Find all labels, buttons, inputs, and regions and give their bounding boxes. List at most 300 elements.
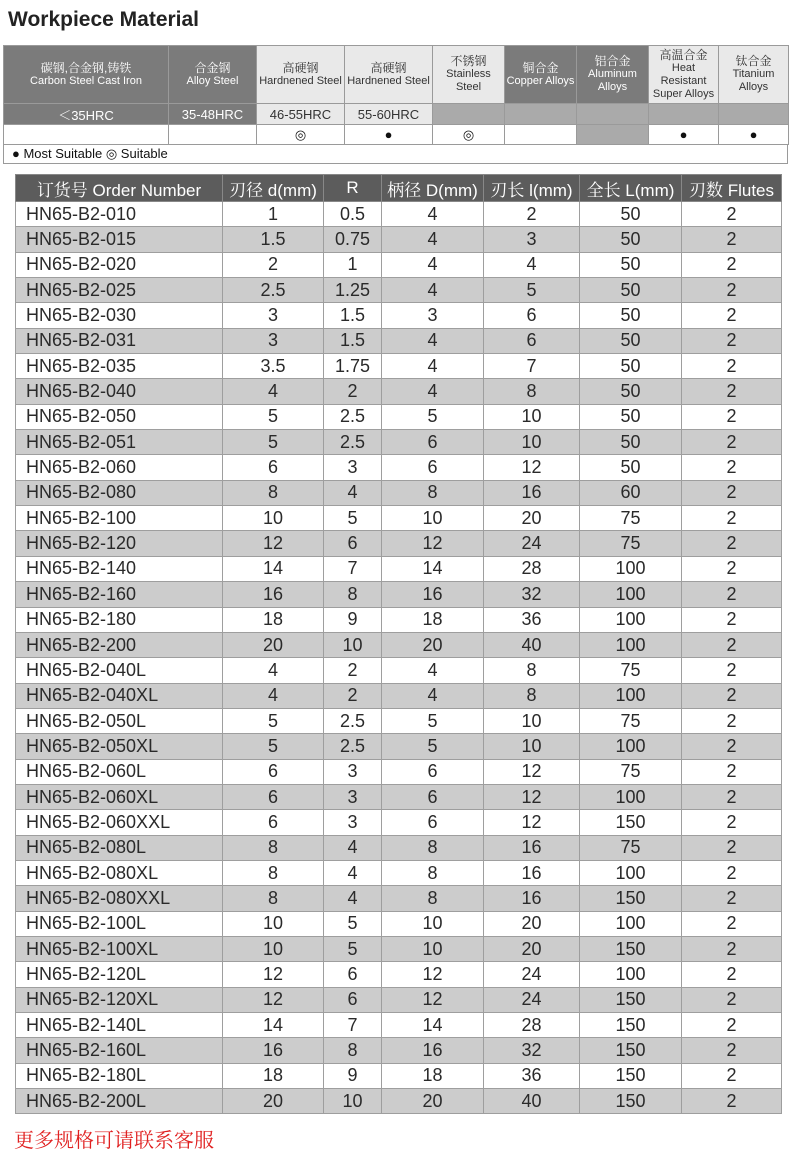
table-header-row: [16, 175, 782, 202]
spec-cell: 32: [484, 1038, 580, 1063]
spec-cell: 4: [324, 886, 382, 911]
spec-cell: 4: [382, 328, 484, 353]
suitability-cell: ●: [345, 125, 433, 145]
spec-cell: 100: [580, 582, 682, 607]
spec-cell: 2: [324, 379, 382, 404]
table-row: [16, 835, 782, 860]
spec-cell: 2.5: [223, 278, 324, 303]
spec-cell: 5: [324, 936, 382, 961]
spec-cell: 20: [382, 632, 484, 657]
spec-cell: 2: [682, 1038, 782, 1063]
spec-cell: 4: [382, 379, 484, 404]
spec-cell: 2: [682, 430, 782, 455]
suitability-cell: ●: [649, 125, 719, 145]
spec-cell: 4: [382, 227, 484, 252]
order-number-cell: HN65-B2-080L: [16, 835, 223, 860]
order-number-cell: HN65-B2-060XXL: [16, 810, 223, 835]
spec-cell: 6: [484, 303, 580, 328]
order-number-cell: HN65-B2-050L: [16, 708, 223, 733]
spec-cell: 10: [484, 734, 580, 759]
spec-cell: 2.5: [324, 734, 382, 759]
spec-cell: 8: [324, 1038, 382, 1063]
spec-cell: 6: [382, 810, 484, 835]
order-number-cell: HN65-B2-010: [16, 202, 223, 227]
spec-cell: 100: [580, 683, 682, 708]
suitability-cell: [505, 125, 577, 145]
spec-cell: 6: [223, 810, 324, 835]
spec-cell: 36: [484, 1063, 580, 1088]
spec-cell: 2: [682, 354, 782, 379]
column-header: 刃数 Flutes: [682, 175, 782, 202]
spec-cell: 75: [580, 835, 682, 860]
spec-cell: 6: [484, 328, 580, 353]
spec-cell: 50: [580, 278, 682, 303]
suitability-cell: ●: [719, 125, 789, 145]
table-row: [16, 455, 782, 480]
order-number-cell: HN65-B2-200L: [16, 1089, 223, 1114]
spec-cell: 150: [580, 1089, 682, 1114]
spec-cell: 1.25: [324, 278, 382, 303]
order-number-cell: HN65-B2-060: [16, 455, 223, 480]
spec-cell: 2: [682, 810, 782, 835]
spec-cell: 18: [223, 607, 324, 632]
table-row: [16, 1089, 782, 1114]
order-number-cell: HN65-B2-100XL: [16, 936, 223, 961]
spec-cell: 75: [580, 708, 682, 733]
hardness-cell: [649, 104, 719, 125]
spec-cell: 8: [223, 835, 324, 860]
spec-cell: 2: [324, 683, 382, 708]
order-number-cell: HN65-B2-025: [16, 278, 223, 303]
table-row: [16, 734, 782, 759]
order-number-cell: HN65-B2-031: [16, 328, 223, 353]
spec-cell: 50: [580, 252, 682, 277]
spec-cell: 2: [682, 404, 782, 429]
spec-cell: 8: [324, 582, 382, 607]
spec-cell: 3: [324, 759, 382, 784]
spec-cell: 2: [682, 607, 782, 632]
spec-cell: 150: [580, 1063, 682, 1088]
spec-cell: 10: [324, 632, 382, 657]
spec-cell: 4: [382, 278, 484, 303]
spec-cell: 16: [484, 860, 580, 885]
spec-cell: 14: [223, 1013, 324, 1038]
order-number-cell: HN65-B2-120L: [16, 962, 223, 987]
order-number-cell: HN65-B2-160L: [16, 1038, 223, 1063]
spec-cell: 2: [682, 1089, 782, 1114]
spec-cell: 4: [382, 683, 484, 708]
spec-cell: 150: [580, 1013, 682, 1038]
spec-cell: 2: [682, 202, 782, 227]
table-row: [16, 531, 782, 556]
spec-cell: 8: [382, 886, 484, 911]
spec-cell: 3.5: [223, 354, 324, 379]
spec-cell: 5: [382, 734, 484, 759]
spec-cell: 16: [382, 582, 484, 607]
spec-cell: 28: [484, 556, 580, 581]
spec-cell: 18: [382, 607, 484, 632]
spec-cell: 16: [484, 480, 580, 505]
spec-cell: 1.5: [324, 328, 382, 353]
suitability-cell: [169, 125, 257, 145]
table-row: [16, 987, 782, 1012]
order-number-cell: HN65-B2-040: [16, 379, 223, 404]
spec-cell: 9: [324, 607, 382, 632]
spec-cell: 2: [682, 886, 782, 911]
table-row: [16, 708, 782, 733]
spec-cell: 2: [682, 531, 782, 556]
spec-cell: 3: [484, 227, 580, 252]
spec-cell: 3: [223, 328, 324, 353]
order-number-cell: HN65-B2-080: [16, 480, 223, 505]
material-header-carbon-steel: 碳钢,合金钢,铸铁 Carbon Steel Cast Iron: [4, 46, 169, 104]
spec-cell: 2: [682, 936, 782, 961]
order-number-cell: HN65-B2-015: [16, 227, 223, 252]
spec-cell: 20: [484, 936, 580, 961]
spec-cell: 20: [382, 1089, 484, 1114]
table-row: [16, 607, 782, 632]
order-number-cell: HN65-B2-140L: [16, 1013, 223, 1038]
column-header: 刃长 l(mm): [484, 175, 580, 202]
table-row: [16, 480, 782, 505]
spec-cell: 75: [580, 658, 682, 683]
suitability-cell: ◎: [433, 125, 505, 145]
spec-cell: 2: [484, 202, 580, 227]
table-row: [16, 683, 782, 708]
material-header-hardened-steel-2: 高硬钢 Hardnened Steel: [345, 46, 433, 104]
spec-cell: 6: [324, 987, 382, 1012]
spec-cell: 2: [682, 658, 782, 683]
spec-cell: 4: [324, 860, 382, 885]
spec-cell: 6: [382, 430, 484, 455]
spec-cell: 1: [324, 252, 382, 277]
table-row: [16, 860, 782, 885]
order-number-cell: HN65-B2-050XL: [16, 734, 223, 759]
spec-cell: 75: [580, 506, 682, 531]
spec-cell: 36: [484, 607, 580, 632]
spec-cell: 10: [223, 911, 324, 936]
spec-cell: 14: [382, 1013, 484, 1038]
spec-cell: 8: [382, 860, 484, 885]
table-row: [16, 886, 782, 911]
spec-cell: 18: [382, 1063, 484, 1088]
order-number-cell: HN65-B2-140: [16, 556, 223, 581]
spec-cell: 12: [484, 784, 580, 809]
spec-cell: 3: [324, 455, 382, 480]
spec-cell: 50: [580, 328, 682, 353]
workpiece-material-table: [3, 45, 789, 145]
order-number-cell: HN65-B2-060L: [16, 759, 223, 784]
hardness-cell: 35-48HRC: [169, 104, 257, 125]
spec-cell: 12: [484, 455, 580, 480]
spec-cell: 2: [682, 911, 782, 936]
spec-cell: 8: [223, 886, 324, 911]
spec-cell: 6: [382, 455, 484, 480]
spec-cell: 1.5: [223, 227, 324, 252]
spec-cell: 2: [682, 227, 782, 252]
spec-cell: 4: [223, 658, 324, 683]
spec-cell: 100: [580, 784, 682, 809]
spec-cell: 0.75: [324, 227, 382, 252]
table-row: [16, 759, 782, 784]
column-header: 刃径 d(mm): [223, 175, 324, 202]
spec-cell: 8: [484, 658, 580, 683]
spec-cell: 10: [484, 404, 580, 429]
spec-cell: 60: [580, 480, 682, 505]
order-number-cell: HN65-B2-100L: [16, 911, 223, 936]
order-number-cell: HN65-B2-120XL: [16, 987, 223, 1012]
spec-cell: 8: [484, 683, 580, 708]
spec-cell: 2: [682, 252, 782, 277]
spec-cell: 5: [223, 708, 324, 733]
suitability-cell: ◎: [257, 125, 345, 145]
spec-cell: 5: [324, 911, 382, 936]
order-number-cell: HN65-B2-051: [16, 430, 223, 455]
spec-cell: 5: [484, 278, 580, 303]
spec-cell: 50: [580, 379, 682, 404]
order-number-cell: HN65-B2-160: [16, 582, 223, 607]
hardness-cell: 46-55HRC: [257, 104, 345, 125]
contact-note: 更多规格可请联系客服: [14, 1130, 214, 1152]
spec-cell: 50: [580, 303, 682, 328]
spec-cell: 12: [382, 531, 484, 556]
spec-cell: 20: [223, 1089, 324, 1114]
order-number-cell: HN65-B2-080XL: [16, 860, 223, 885]
table-row: [16, 784, 782, 809]
spec-cell: 8: [382, 835, 484, 860]
spec-cell: 16: [223, 582, 324, 607]
spec-cell: 2: [682, 759, 782, 784]
spec-cell: 10: [382, 911, 484, 936]
spec-cell: 2: [682, 480, 782, 505]
spec-cell: 2: [682, 1013, 782, 1038]
spec-cell: 50: [580, 202, 682, 227]
table-row: [16, 1013, 782, 1038]
spec-cell: 16: [223, 1038, 324, 1063]
spec-cell: 7: [484, 354, 580, 379]
spec-cell: 32: [484, 582, 580, 607]
spec-cell: 12: [382, 962, 484, 987]
spec-cell: 2: [682, 734, 782, 759]
spec-cell: 5: [223, 404, 324, 429]
order-number-cell: HN65-B2-040XL: [16, 683, 223, 708]
spec-cell: 1.75: [324, 354, 382, 379]
hardness-cell: [505, 104, 577, 125]
table-row: [16, 962, 782, 987]
spec-cell: 2: [682, 506, 782, 531]
spec-cell: 10: [382, 506, 484, 531]
suitability-cell: [577, 125, 649, 145]
spec-cell: 5: [223, 734, 324, 759]
spec-cell: 2.5: [324, 404, 382, 429]
spec-cell: 16: [484, 835, 580, 860]
spec-cell: 100: [580, 734, 682, 759]
spec-cell: 2: [682, 379, 782, 404]
order-number-cell: HN65-B2-020: [16, 252, 223, 277]
spec-cell: 2: [682, 708, 782, 733]
table-row: [16, 911, 782, 936]
material-header-heat-resistant: 高温合金 Heat Resistant Super Alloys: [649, 46, 719, 104]
spec-cell: 14: [223, 556, 324, 581]
spec-cell: 10: [484, 430, 580, 455]
table-row: [16, 404, 782, 429]
spec-cell: 8: [223, 860, 324, 885]
order-number-cell: HN65-B2-030: [16, 303, 223, 328]
spec-cell: 100: [580, 911, 682, 936]
product-rows: [16, 202, 782, 1114]
spec-cell: 150: [580, 936, 682, 961]
table-row: [16, 202, 782, 227]
spec-cell: 100: [580, 962, 682, 987]
spec-cell: 5: [223, 430, 324, 455]
spec-cell: 2.5: [324, 708, 382, 733]
spec-cell: 75: [580, 759, 682, 784]
spec-cell: 6: [223, 759, 324, 784]
spec-cell: 10: [223, 936, 324, 961]
spec-cell: 10: [324, 1089, 382, 1114]
column-header: 全长 L(mm): [580, 175, 682, 202]
spec-cell: 6: [324, 531, 382, 556]
spec-cell: 2: [682, 582, 782, 607]
spec-cell: 4: [484, 252, 580, 277]
material-header-hardened-steel-1: 高硬钢 Hardnened Steel: [257, 46, 345, 104]
spec-cell: 6: [382, 759, 484, 784]
hardness-cell: ＜35HRC: [4, 104, 169, 125]
spec-cell: 4: [382, 354, 484, 379]
suitability-cell: [4, 125, 169, 145]
spec-cell: 9: [324, 1063, 382, 1088]
table-row: [16, 632, 782, 657]
spec-cell: 2: [682, 683, 782, 708]
spec-cell: 150: [580, 886, 682, 911]
table-row: [16, 328, 782, 353]
material-header-alloy-steel: 合金钢 Alloy Steel: [169, 46, 257, 104]
spec-cell: 3: [223, 303, 324, 328]
spec-cell: 150: [580, 987, 682, 1012]
spec-cell: 6: [223, 784, 324, 809]
column-header: R: [324, 175, 382, 202]
spec-cell: 6: [324, 962, 382, 987]
spec-cell: 24: [484, 531, 580, 556]
spec-cell: 20: [484, 506, 580, 531]
spec-cell: 6: [382, 784, 484, 809]
spec-cell: 1.5: [324, 303, 382, 328]
spec-cell: 10: [223, 506, 324, 531]
table-row: [16, 354, 782, 379]
hardness-cell: [719, 104, 789, 125]
spec-cell: 4: [324, 480, 382, 505]
table-row: [16, 506, 782, 531]
spec-cell: 3: [324, 810, 382, 835]
spec-cell: 2.5: [324, 430, 382, 455]
order-number-cell: HN65-B2-200: [16, 632, 223, 657]
table-row: [16, 810, 782, 835]
hardness-cell: [577, 104, 649, 125]
spec-cell: 16: [484, 886, 580, 911]
spec-cell: 2: [682, 860, 782, 885]
spec-cell: 2: [682, 784, 782, 809]
spec-cell: 150: [580, 1038, 682, 1063]
table-row: [16, 252, 782, 277]
spec-cell: 4: [382, 202, 484, 227]
spec-cell: 20: [484, 911, 580, 936]
spec-cell: 4: [223, 379, 324, 404]
spec-cell: 28: [484, 1013, 580, 1038]
table-row: [16, 936, 782, 961]
spec-cell: 1: [223, 202, 324, 227]
spec-cell: 40: [484, 1089, 580, 1114]
spec-cell: 2: [682, 835, 782, 860]
table-row: [16, 227, 782, 252]
order-number-cell: HN65-B2-050: [16, 404, 223, 429]
spec-cell: 7: [324, 1013, 382, 1038]
column-header: 订货号 Order Number: [16, 175, 223, 202]
spec-cell: 18: [223, 1063, 324, 1088]
spec-cell: 3: [324, 784, 382, 809]
spec-cell: 100: [580, 556, 682, 581]
spec-cell: 4: [382, 658, 484, 683]
spec-cell: 4: [324, 835, 382, 860]
hardness-cell: 55-60HRC: [345, 104, 433, 125]
order-number-cell: HN65-B2-040L: [16, 658, 223, 683]
spec-cell: 6: [223, 455, 324, 480]
spec-cell: 10: [382, 936, 484, 961]
spec-cell: 50: [580, 354, 682, 379]
spec-cell: 2: [682, 962, 782, 987]
table-row: [16, 658, 782, 683]
material-header-aluminum-alloys: 铝合金 Aluminum Alloys: [577, 46, 649, 104]
table-row: [16, 379, 782, 404]
material-header-titanium-alloys: 钛合金 Titanium Alloys: [719, 46, 789, 104]
spec-cell: 50: [580, 430, 682, 455]
column-header: 柄径 D(mm): [382, 175, 484, 202]
table-row: [16, 1038, 782, 1063]
spec-cell: 2: [324, 658, 382, 683]
spec-cell: 8: [484, 379, 580, 404]
spec-cell: 0.5: [324, 202, 382, 227]
spec-cell: 5: [382, 708, 484, 733]
spec-cell: 24: [484, 987, 580, 1012]
spec-cell: 150: [580, 810, 682, 835]
spec-cell: 8: [223, 480, 324, 505]
spec-cell: 12: [382, 987, 484, 1012]
product-spec-table: [15, 174, 782, 1114]
hardness-cell: [433, 104, 505, 125]
table-row: [16, 556, 782, 581]
table-row: [16, 1063, 782, 1088]
spec-cell: 5: [324, 506, 382, 531]
spec-cell: 40: [484, 632, 580, 657]
spec-cell: 4: [382, 252, 484, 277]
table-row: [16, 303, 782, 328]
spec-cell: 4: [223, 683, 324, 708]
spec-cell: 12: [223, 987, 324, 1012]
spec-cell: 2: [682, 278, 782, 303]
spec-cell: 2: [682, 455, 782, 480]
table-row: [16, 278, 782, 303]
order-number-cell: HN65-B2-180L: [16, 1063, 223, 1088]
spec-cell: 5: [382, 404, 484, 429]
spec-cell: 100: [580, 632, 682, 657]
spec-cell: 20: [223, 632, 324, 657]
spec-cell: 7: [324, 556, 382, 581]
spec-cell: 50: [580, 455, 682, 480]
spec-cell: 2: [682, 632, 782, 657]
material-header-copper-alloys: 铜合金 Copper Alloys: [505, 46, 577, 104]
spec-cell: 12: [484, 759, 580, 784]
table-row: [16, 582, 782, 607]
spec-cell: 2: [682, 987, 782, 1012]
